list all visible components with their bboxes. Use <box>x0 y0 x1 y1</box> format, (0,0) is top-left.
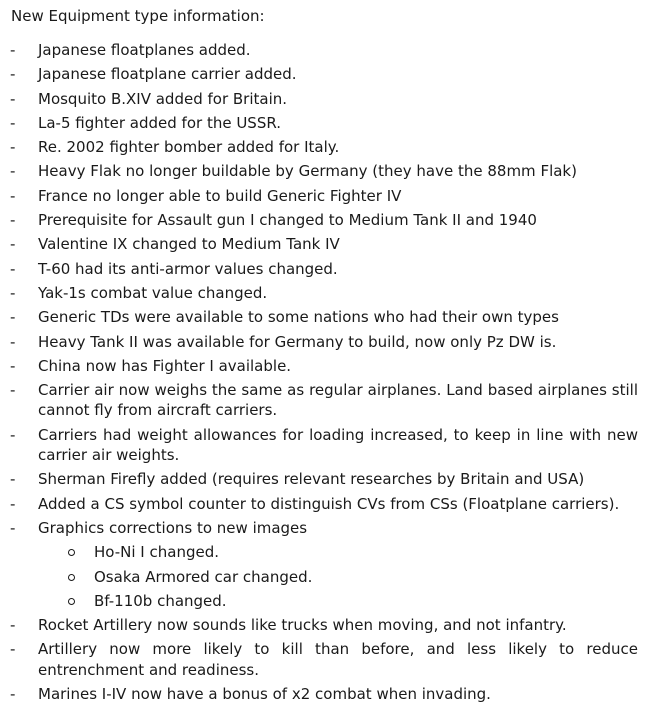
sublist-item <box>38 567 638 587</box>
list-item-text: Heavy Tank II was available for Germany to build, now only Pz DW is. <box>38 332 557 351</box>
list-item-text: La-5 fighter added for the USSR. <box>38 113 282 132</box>
list-item <box>0 113 660 133</box>
list-item <box>0 186 660 206</box>
list-item <box>0 40 660 60</box>
changes-list <box>0 40 660 708</box>
list-item-text: Re. 2002 fighter bomber added for Italy. <box>38 138 340 157</box>
list-item <box>0 259 660 279</box>
sublist-item-text: Ho-Ni I changed. <box>94 543 219 562</box>
dash-bullet: - <box>10 425 16 444</box>
dash-bullet: - <box>10 616 16 635</box>
dash-bullet: - <box>10 162 16 181</box>
dash-bullet: - <box>10 186 16 205</box>
list-item-text: Carrier air now weighs the same as regular airplanes. Land based airplanes still cannot fly from aircraft carriers. <box>38 381 638 420</box>
list-item <box>0 137 660 157</box>
list-item-text: Rocket Artillery now sounds like trucks when moving, and not infantry. <box>38 616 567 635</box>
section-heading: New Equipment type information: <box>11 7 265 25</box>
dash-bullet: - <box>10 494 16 513</box>
list-item <box>0 332 660 352</box>
list-item <box>0 64 660 84</box>
list-item-text: Japanese floatplanes added. <box>38 41 251 59</box>
sublist-item <box>38 591 638 611</box>
dash-bullet: - <box>10 640 16 659</box>
dash-bullet: - <box>10 138 16 157</box>
dash-bullet: - <box>10 113 16 132</box>
list-item-text: Carriers had weight allowances for loading increased, to keep in line with new carrier air weights. <box>38 425 638 465</box>
dash-bullet: - <box>10 89 16 108</box>
list-item-text: T-60 had its anti-armor values changed. <box>38 259 338 278</box>
dash-bullet: - <box>10 685 16 704</box>
list-item <box>0 684 660 704</box>
dash-bullet: - <box>10 470 16 489</box>
list-item <box>0 615 660 635</box>
list-item <box>0 494 660 514</box>
list-item-text: Heavy Flak no longer buildable by Germany (they have the 88mm Flak) <box>38 162 577 181</box>
list-item <box>0 307 660 327</box>
sublist-item-text: Bf-110b changed. <box>94 591 227 610</box>
list-item-text: Sherman Firefly added (requires relevant researches by Britain and USA) <box>38 470 585 489</box>
list-item-text: Yak-1s combat value changed. <box>38 283 268 302</box>
list-item-text: Prerequisite for Assault gun I changed to Medium Tank II and 1940 <box>38 211 537 230</box>
list-item-text: Mosquito B.XIV added for Britain. <box>38 89 288 108</box>
dash-bullet: - <box>10 283 16 302</box>
dash-bullet: - <box>10 259 16 278</box>
list-item <box>0 425 660 466</box>
list-item <box>0 89 660 109</box>
list-item <box>0 210 660 230</box>
list-item-text: Japanese floatplane carrier added. <box>38 65 297 84</box>
dash-bullet: - <box>10 41 16 59</box>
circle-bullet-icon <box>68 598 75 605</box>
dash-bullet: - <box>10 235 16 254</box>
list-item-text: Marines I-IV now have a bonus of x2 combat when invading. <box>38 685 491 704</box>
list-item <box>0 283 660 303</box>
dash-bullet: - <box>10 356 16 375</box>
list-item-text: France no longer able to build Generic Fighter IV <box>38 186 402 205</box>
list-item-text: Valentine IX changed to Medium Tank IV <box>38 235 340 254</box>
circle-bullet-icon <box>68 549 75 556</box>
dash-bullet: - <box>10 65 16 84</box>
list-item <box>0 234 660 254</box>
dash-bullet: - <box>10 381 16 400</box>
dash-bullet: - <box>10 308 16 327</box>
list-item-graphics <box>0 518 660 611</box>
list-item <box>0 469 660 489</box>
list-item <box>0 356 660 376</box>
list-item-text: China now has Fighter I available. <box>38 356 292 375</box>
list-item <box>0 380 660 421</box>
graphics-sublist <box>38 542 638 611</box>
list-item <box>0 639 660 680</box>
list-item-text: Graphics corrections to new images <box>38 518 308 537</box>
dash-bullet: - <box>10 332 16 351</box>
list-item-text: Artillery now more likely to kill than before, and less likely to reduce entrenchment and readiness. <box>38 640 638 679</box>
list-item-text: Added a CS symbol counter to distinguish CVs from CSs (Floatplane carriers). <box>38 494 620 513</box>
sublist-item <box>38 542 638 562</box>
dash-bullet: - <box>10 518 16 537</box>
circle-bullet-icon <box>68 574 75 581</box>
list-item-text: Generic TDs were available to some nations who had their own types <box>38 308 559 327</box>
sublist-item-text: Osaka Armored car changed. <box>94 567 313 586</box>
list-item <box>0 161 660 181</box>
dash-bullet: - <box>10 211 16 230</box>
